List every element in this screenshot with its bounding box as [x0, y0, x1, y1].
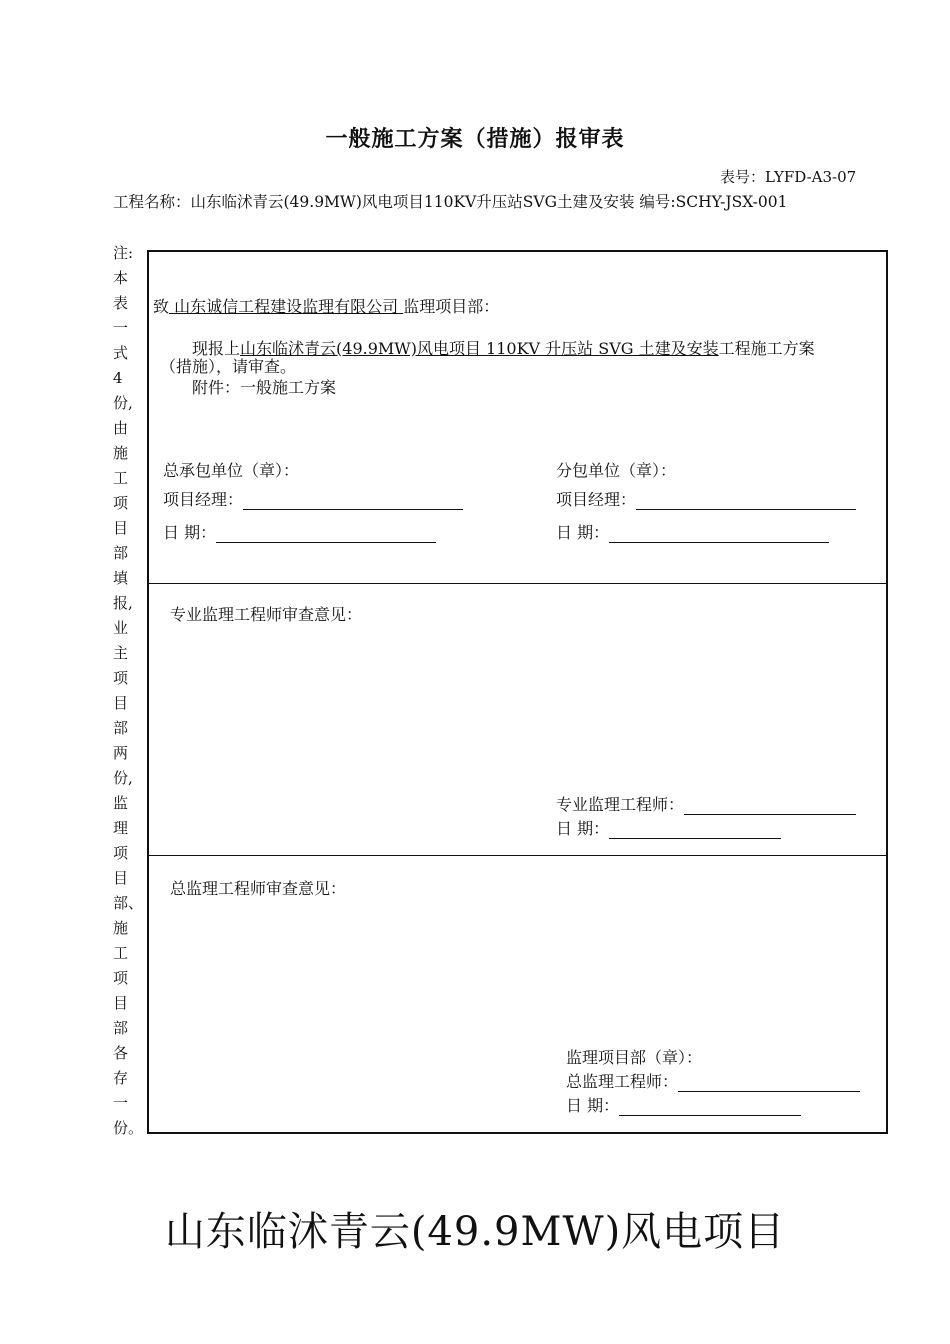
side-note-char: 各	[113, 1044, 129, 1062]
date-label: 日 期：	[163, 523, 217, 542]
side-note-char: 填	[113, 569, 129, 587]
attachment-line: 附件：一般施工方案	[192, 378, 337, 397]
side-note-char: 施	[113, 919, 129, 937]
section-divider	[147, 583, 888, 584]
side-note-char: 报,	[113, 594, 133, 612]
side-note-char: 存	[113, 1069, 129, 1087]
side-note-char: 主	[113, 644, 129, 662]
side-note-char: 一	[113, 1094, 129, 1112]
supervisor-company: 山东诚信工程建设监理有限公司	[169, 297, 404, 316]
side-note-char: 目	[113, 994, 129, 1012]
page-title: 一般施工方案（措施）报审表	[325, 126, 625, 152]
chief-opinion-label: 总监理工程师审查意见：	[170, 879, 347, 898]
report-prefix: 现报上	[192, 339, 241, 358]
date-label: 日 期：	[566, 1096, 620, 1115]
pm-label: 项目经理：	[163, 490, 244, 509]
addressee-line	[153, 294, 499, 317]
side-note-char: 部	[113, 544, 129, 562]
side-note-char: 项	[113, 669, 129, 687]
pm-label: 项目经理：	[556, 490, 637, 509]
report-project: 山东临沭青云(49.9MW)风电项目 110KV 升压站 SVG 土建及安装	[240, 339, 719, 358]
date-label: 日 期：	[556, 819, 610, 838]
side-note-char: 项	[113, 844, 129, 862]
chief-label: 总监理工程师：	[566, 1072, 679, 1091]
to-suffix: 监理项目部：	[403, 297, 500, 316]
engineer-label: 专业监理工程师：	[556, 795, 685, 814]
side-note-char: 理	[113, 819, 129, 837]
side-note-char: 注:	[113, 244, 134, 262]
side-note-char: 表	[113, 294, 129, 312]
report-line-2: （措施），请审查。	[160, 357, 297, 376]
pm-field-right	[556, 487, 856, 510]
side-note-char: 部、	[113, 894, 144, 912]
side-note-char: 项	[113, 494, 129, 512]
pm-signature-blank[interactable]	[243, 491, 463, 510]
side-note-char: 业	[113, 619, 129, 637]
side-note-char: 目	[113, 694, 129, 712]
side-note	[113, 241, 144, 1141]
section-divider	[147, 855, 888, 856]
date-field-left	[163, 520, 436, 543]
side-note-char: 项	[113, 969, 129, 987]
side-note-char: 式	[113, 344, 129, 362]
chief-date-field	[566, 1093, 801, 1116]
date-field-right	[556, 520, 829, 543]
subcontractor-label: 分包单位（章）：	[556, 461, 677, 480]
chief-signature-blank[interactable]	[678, 1073, 860, 1092]
form-number: 表号：LYFD-A3-07	[720, 168, 857, 186]
to-prefix: 致	[153, 297, 170, 316]
side-note-char: 监	[113, 794, 129, 812]
date-blank[interactable]	[216, 524, 436, 543]
side-note-char: 部	[113, 1019, 129, 1037]
specialist-opinion-label: 专业监理工程师审查意见：	[170, 605, 363, 624]
side-note-char: 份。	[113, 1119, 144, 1137]
general-contractor-label: 总承包单位（章）：	[163, 461, 300, 480]
specialist-date-field	[556, 816, 781, 839]
side-note-char: 由	[113, 419, 129, 437]
footer-project-name: 山东临沭青云(49.9MW)风电项目	[164, 1209, 786, 1255]
date-blank[interactable]	[609, 524, 829, 543]
specialist-engineer-field	[556, 792, 856, 815]
date-blank[interactable]	[609, 820, 781, 839]
pm-signature-blank[interactable]	[636, 491, 856, 510]
engineer-signature-blank[interactable]	[684, 796, 856, 815]
report-suffix: 工程施工方案	[718, 339, 815, 358]
side-note-char: 一	[113, 319, 129, 337]
supervision-dept-label: 监理项目部（章）：	[566, 1048, 703, 1067]
date-label: 日 期：	[556, 523, 610, 542]
side-note-char: 工	[113, 944, 129, 962]
side-note-char: 施	[113, 444, 129, 462]
side-note-char: 工	[113, 469, 129, 487]
side-note-char: 部	[113, 719, 129, 737]
date-blank[interactable]	[619, 1097, 801, 1116]
project-name-line: 工程名称：山东临沭青云(49.9MW)风电项目110KV升压站SVG土建及安装 编号:SCHY-JSX-001	[113, 193, 788, 211]
side-note-char: 本	[113, 269, 129, 287]
side-note-char: 目	[113, 519, 129, 537]
side-note-char: 4	[113, 369, 123, 387]
pm-field-left	[163, 487, 463, 510]
side-note-char: 份,	[113, 394, 133, 412]
side-note-char: 目	[113, 869, 129, 887]
side-note-char: 份,	[113, 769, 133, 787]
side-note-char: 两	[113, 744, 129, 762]
chief-engineer-field	[566, 1069, 860, 1092]
